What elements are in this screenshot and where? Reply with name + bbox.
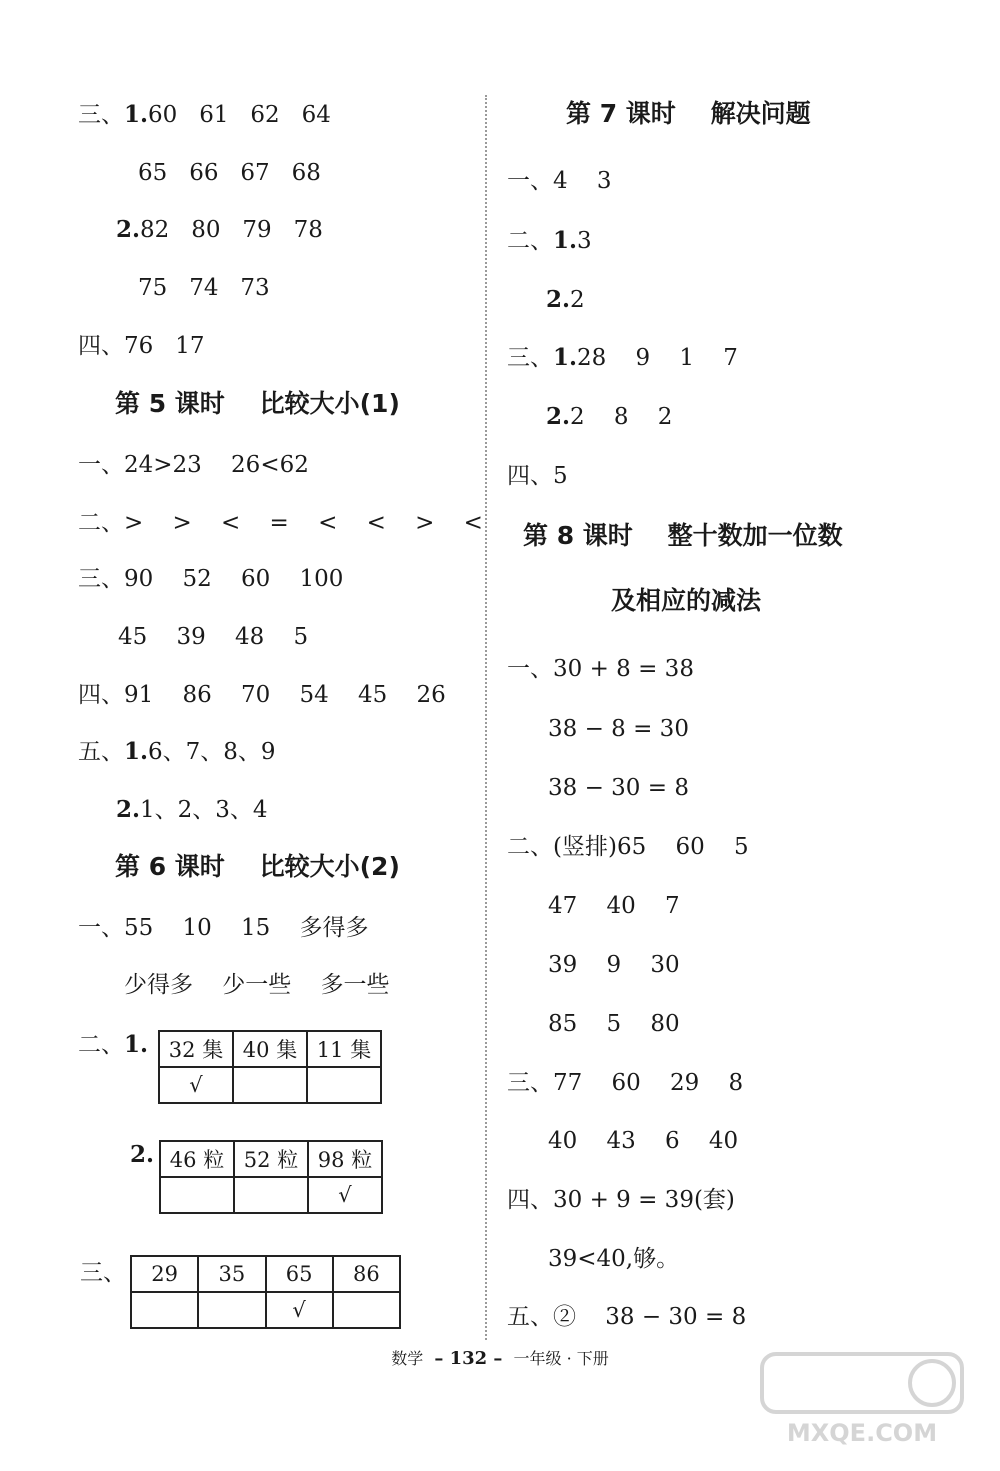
page-number: – 132 – xyxy=(434,1348,503,1369)
table-cell: 52 粒 xyxy=(234,1141,308,1177)
lesson-6-heading: 第 6 课时 比较大小(2) xyxy=(115,852,400,881)
answer-line: 85 5 80 xyxy=(548,1011,680,1037)
answer-line: 38 − 30 = 8 xyxy=(548,775,689,801)
answer-line: 2.2 8 2 xyxy=(546,403,673,430)
answer-line: 四、76 17 xyxy=(78,333,205,359)
table-cell: 40 集 xyxy=(233,1031,307,1067)
table-cell: 35 xyxy=(198,1256,265,1292)
answer-line: 二、> > < = < < > < xyxy=(78,510,483,536)
answer-line: 40 43 6 40 xyxy=(548,1128,739,1154)
lesson-7-heading: 第 7 课时 解决问题 xyxy=(566,99,811,128)
table-cell: 11 集 xyxy=(307,1031,381,1067)
answer-line: 一、30 + 8 = 38 xyxy=(507,656,694,682)
watermark-logo-icon xyxy=(752,1346,972,1451)
answer-line: 四、5 xyxy=(507,463,568,489)
footer-grade: 一年级 · 下册 xyxy=(513,1349,609,1368)
answer-line: 47 40 7 xyxy=(548,893,680,919)
check-cell xyxy=(233,1067,307,1103)
lesson-8-heading-cont: 及相应的减法 xyxy=(611,586,762,615)
answer-line: 2.82 80 79 78 xyxy=(116,216,323,243)
footer-subject: 数学 xyxy=(391,1349,424,1368)
table-cell: 32 集 xyxy=(159,1031,233,1067)
answer-line: 45 39 48 5 xyxy=(118,624,309,650)
answer-table-3 xyxy=(130,1255,401,1329)
answer-line: 三、77 60 29 8 xyxy=(507,1070,744,1096)
answer-line: 75 74 73 xyxy=(138,275,270,301)
answer-line: 三、1.28 9 1 7 xyxy=(507,344,738,371)
answer-line: 二、(竖排)65 60 5 xyxy=(507,834,749,860)
check-cell: √ xyxy=(308,1177,382,1213)
lesson-8-heading: 第 8 课时 整十数加一位数 xyxy=(523,521,843,550)
column-divider xyxy=(485,95,487,1340)
check-cell xyxy=(307,1067,381,1103)
answer-line: 二、1. xyxy=(78,1031,149,1058)
answer-line: 三、90 52 60 100 xyxy=(78,566,344,592)
answer-line: 一、4 3 xyxy=(507,168,612,194)
table-cell: 86 xyxy=(333,1256,400,1292)
answer-line: 2.2 xyxy=(546,286,585,313)
answer-line: 五、1.6、7、8、9 xyxy=(78,738,276,765)
check-cell: √ xyxy=(266,1292,333,1328)
answer-line: 四、30 + 9 = 39(套) xyxy=(507,1187,735,1213)
answer-line: 三、1.60 61 62 64 xyxy=(78,101,331,128)
answer-line: 39 9 30 xyxy=(548,952,680,978)
table-cell: 65 xyxy=(266,1256,333,1292)
table-cell: 98 粒 xyxy=(308,1141,382,1177)
answer-line: 2.1、2、3、4 xyxy=(116,796,268,823)
check-cell xyxy=(160,1177,234,1213)
answer-table-1 xyxy=(158,1030,382,1104)
table-cell: 29 xyxy=(131,1256,198,1292)
answer-line: 39<40,够。 xyxy=(548,1246,680,1272)
check-cell xyxy=(234,1177,308,1213)
answer-line: 少得多 少一些 多一些 xyxy=(124,972,390,998)
check-cell xyxy=(131,1292,198,1328)
check-cell xyxy=(333,1292,400,1328)
answer-line: 一、55 10 15 多得多 xyxy=(78,915,369,941)
check-cell xyxy=(198,1292,265,1328)
lesson-5-heading: 第 5 课时 比较大小(1) xyxy=(115,389,400,418)
answer-line: 65 66 67 68 xyxy=(138,160,321,186)
check-cell: √ xyxy=(159,1067,233,1103)
answer-line: 三、 xyxy=(80,1260,126,1286)
answer-line: 38 − 8 = 30 xyxy=(548,716,689,742)
answer-line: 四、91 86 70 54 45 26 xyxy=(78,682,446,708)
answer-line: 2. xyxy=(130,1141,155,1168)
answer-line: 五、② 38 − 30 = 8 xyxy=(507,1304,747,1330)
table-cell: 46 粒 xyxy=(160,1141,234,1177)
answer-line: 二、1.3 xyxy=(507,227,592,254)
answer-table-2 xyxy=(159,1140,383,1214)
watermark-text: MXQE.COM xyxy=(786,1419,938,1447)
answer-line: 一、24>23 26<62 xyxy=(78,452,309,478)
